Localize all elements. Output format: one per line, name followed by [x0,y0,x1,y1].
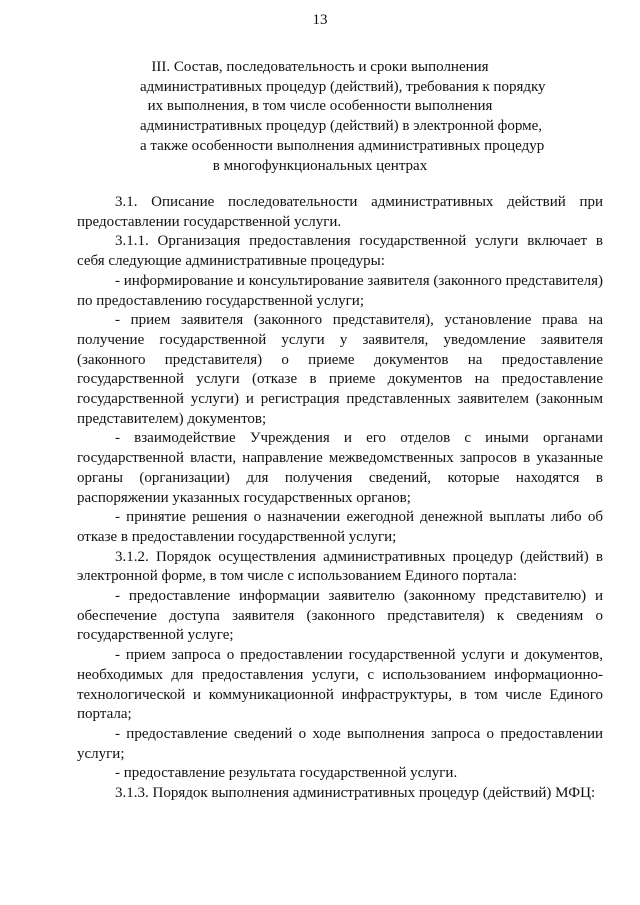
page-number: 13 [312,12,328,28]
paragraph-3-1: 3.1. Описание последовательности административных действий при предоставлении государственной услуги. [77,194,603,230]
list-item: - предоставление результата государственной услуги. [115,765,458,782]
paragraph-3-1-3: 3.1.3. Порядок выполнения административных процедур (действий) МФЦ: [115,785,596,802]
list-item: - взаимодействие Учреждения и его отделов с иными органами государственной власти, направление межведомственных запросов в указанные органы (организации) для получения сведений, которые находятся в распоряжении указанных государственных органов; [77,430,603,506]
section-heading-line: административных процедур (действий), требования к порядку [140,78,546,95]
paragraph-3-1-1: 3.1.1. Организация предоставления государственной услуги включает в себя следующие административные процедуры: [77,233,603,270]
list-item: - предоставление сведений о ходе выполнения запроса о предоставлении услуги; [77,725,603,762]
section-heading [140,58,546,176]
section-heading-line: административных процедур (действий) в электронной форме, [140,118,543,135]
list-item: - принятие решения о назначении ежегодной денежной выплаты либо об отказе в предоставлении государственной услуги; [77,509,603,545]
paragraph-3-1-2: 3.1.2. Порядок осуществления административных процедур (действий) в электронной форме, в том числе с использованием Единого портала: [77,548,603,585]
list-item: - прием заявителя (законного представителя), установление права на получение государственной услуги у заявителя, уведомление заявителя (законного представителя) о приеме документов на предоставление государственной услуги (отказе в приеме документов на предоставление государственной услуги) и регистрация представленных заявителем (законным представителем) документов; [77,312,603,427]
list-item: - прием запроса о предоставлении государственной услуги и документов, необходимых для предоставления услуги, с использованием информационно-технологической и коммуникационной инфраструктуры, в том числе Единого портала; [77,647,603,723]
document-body [77,193,603,804]
section-heading-line: их выполнения, в том числе особенности выполнения [147,98,493,115]
section-heading-line: а также особенности выполнения административных процедур [140,137,545,154]
list-item: - предоставление информации заявителю (законному представителю) и обеспечение доступа заявителя (законного представителя) к сведениям о государственной услуге; [77,588,603,644]
section-heading-line: III. Состав, последовательность и сроки выполнения [151,59,489,75]
section-heading-line: в многофункциональных центрах [212,157,428,174]
list-item: - информирование и консультирование заявителя (законного представителя) по предоставлению государственной услуги; [77,272,603,309]
